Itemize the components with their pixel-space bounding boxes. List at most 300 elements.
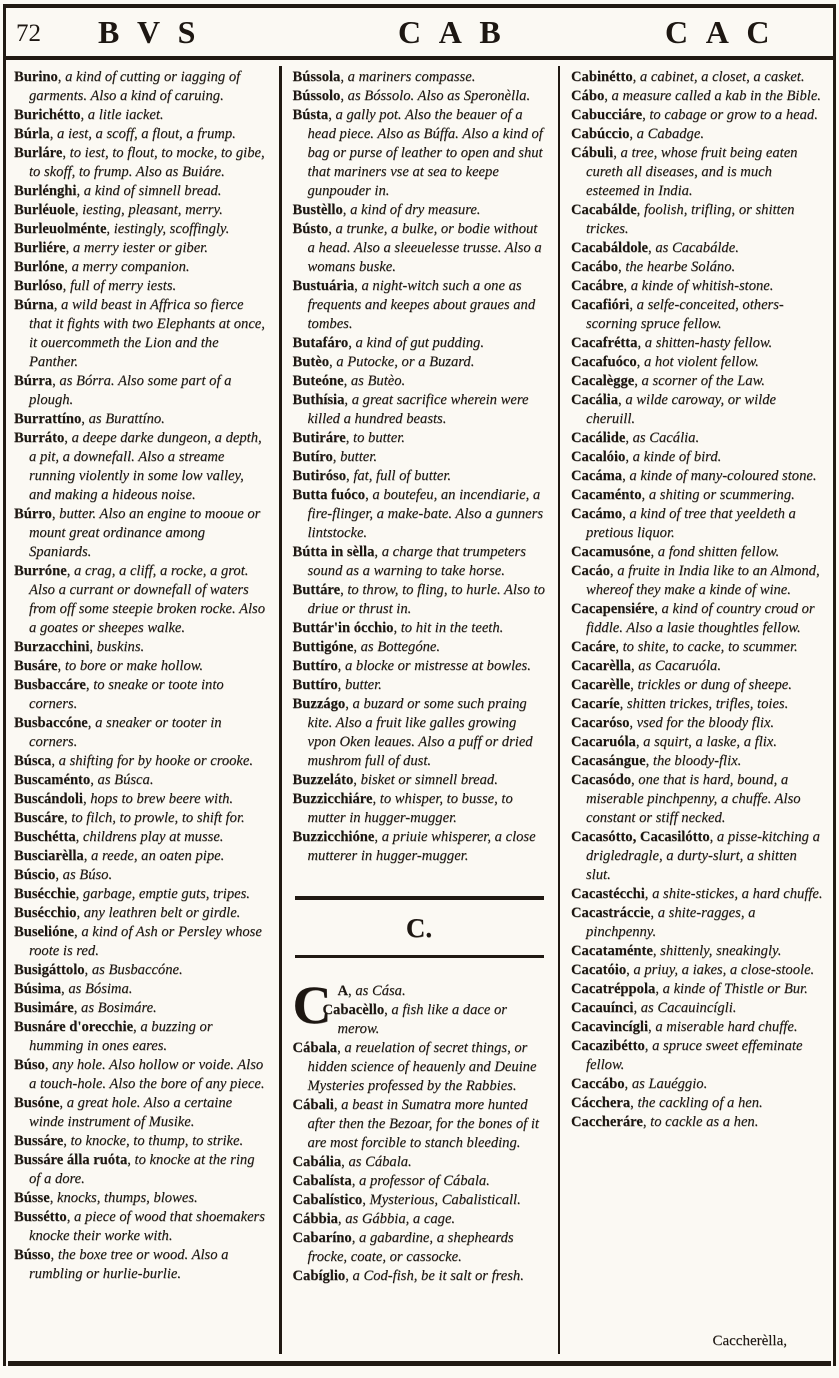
dictionary-entry: Cábbia, as Gábbia, a cage.	[292, 1211, 456, 1227]
headword: Busigáttolo	[14, 962, 85, 978]
dictionary-entry: Buttíro, a blocke or mistresse at bowles.	[292, 658, 531, 674]
headword: Busécchio	[14, 905, 77, 921]
dictionary-entry: Cacastráccie, a shite-ragges, a pinchpenny.	[571, 905, 756, 940]
dictionary-entry: Burléuole, iesting, pleasant, merry.	[14, 202, 223, 218]
dictionary-entry: Cabaríno, a gabardine, a shepheards frocke, coate, or cassocke.	[292, 1230, 514, 1265]
headword: Cacasángue	[571, 753, 646, 769]
definition: to iest, to flout, to mocke, to gibe, to skoff, to frump. Also as Buiáre.	[29, 145, 265, 180]
dictionary-entry: Caccheráre, to cackle as a hen.	[571, 1114, 759, 1130]
headword: Búrna	[14, 297, 54, 313]
headword: Cacalóio	[571, 449, 626, 465]
definition: a kind of country croud or fiddle. Also a lasie thoughtles fellow.	[586, 601, 815, 636]
definition: iesting, pleasant, merry.	[78, 202, 223, 218]
dictionary-entry: Cabucciáre, to cabage or grow to a head.	[571, 107, 818, 123]
definition: hops to brew beere with.	[86, 791, 234, 807]
headword: Cacaruóla	[571, 734, 636, 750]
headword: Bústa	[292, 107, 329, 123]
headword: Cacalègge	[571, 373, 635, 389]
definition: butter.	[336, 449, 377, 465]
dictionary-entry: Cábo, a measure called a kab in the Bible.	[571, 88, 821, 104]
dictionary-entry: Bústo, a trunke, a bulke, or bodie without a head. Also a sleeuelesse trusse. Also a womans buske.	[292, 221, 542, 275]
definition: a fish like a dace or merow.	[337, 1002, 507, 1037]
dictionary-entry: Cacastécchi, a shite-stickes, a hard chuffe.	[571, 886, 823, 902]
dictionary-entry: Cabalísta, a professor of Cábala.	[292, 1173, 490, 1189]
dictionary-entry: Cacapensiére, a kind of country croud or fiddle. Also a lasie thoughtles fellow.	[571, 601, 815, 636]
definition: a spruce sweet effeminate fellow.	[586, 1038, 803, 1073]
right-border-rule	[833, 4, 836, 1366]
dictionary-entry: Cacauínci, as Cacauincígli.	[571, 1000, 737, 1016]
dictionary-entry: Búso, any hole. Also hollow or voide. Also a touch-hole. Also the bore of any piece.	[14, 1057, 265, 1092]
dictionary-entry: Burlénghi, a kind of simnell bread.	[14, 183, 222, 199]
dictionary-entry: Cacália, a wilde caroway, or wilde cheruill.	[571, 392, 776, 427]
definition: a shite-ragges, a pinchpenny.	[586, 905, 756, 940]
headword: Caccábo	[571, 1076, 625, 1092]
dictionary-entry: Busécchie, garbage, emptie guts, tripes.	[14, 886, 250, 902]
column-divider-2	[558, 66, 561, 1354]
definition: a kind of dry measure.	[346, 202, 481, 218]
dictionary-entry: Cacáma, a kinde of many-coloured stone.	[571, 468, 817, 484]
definition: butter.	[341, 677, 382, 693]
definition: a iest, a scoff, a flout, a frump.	[53, 126, 236, 142]
headword: Buselióne	[14, 924, 75, 940]
definition: a shitten-hasty fellow.	[641, 335, 773, 351]
top-rule	[4, 4, 835, 8]
headword: Búrla	[14, 126, 50, 142]
dictionary-entry: Buselióne, a kind of Ash or Persley whose roote is red.	[14, 924, 262, 959]
definition: to knocke at the ring of a dore.	[29, 1152, 255, 1187]
headword: Cabucciáre	[571, 107, 643, 123]
dictionary-entry: Búsima, as Bósima.	[14, 981, 133, 997]
headword: Busbaccáre	[14, 677, 86, 693]
headword: Cacámo	[571, 506, 623, 522]
definition: a hot violent fellow.	[640, 354, 759, 370]
headword: Bússolo	[292, 88, 341, 104]
header-rule	[4, 56, 835, 60]
definition: to cackle as a hen.	[646, 1114, 759, 1130]
dictionary-entry: Buttíro, butter.	[292, 677, 382, 693]
definition: to shite, to cacke, to scummer.	[618, 639, 798, 655]
definition: a miserable hard chuffe.	[651, 1019, 798, 1035]
headword: Cacauínci	[571, 1000, 634, 1016]
left-border-rule	[3, 4, 6, 1366]
dropcap-letter: C	[292, 975, 332, 1035]
definition: a night-witch such a one as frequents and keepes about graues and tombes.	[307, 278, 536, 332]
definition: a gabardine, a shepheards frocke, coate, or cassocke.	[307, 1230, 514, 1265]
definition: as Búsca.	[93, 772, 154, 788]
headword: Cacapensiére	[571, 601, 655, 617]
headword: Cábuli	[571, 145, 614, 161]
definition: a pisse-kitching a drigledragle, a durty-slurt, a shitten slut.	[586, 829, 820, 883]
headword: Cacáre	[571, 639, 616, 655]
headword: Cacamusóne	[571, 544, 651, 560]
column-divider-1	[279, 66, 282, 1354]
headword: Burróne	[14, 563, 67, 579]
definition: full of merry iests.	[66, 278, 177, 294]
dictionary-entry: Cabíglio, a Cod-fish, be it salt or fresh.	[292, 1268, 524, 1284]
definition: a boutefeu, an incendiarie, a fire-flinger, a make-bate. Also a gunners lintstocke.	[307, 487, 543, 541]
headword: Buzzicchióne	[292, 829, 375, 845]
dictionary-entry: Burino, a kind of cutting or iagging of garments. Also a kind of caruing.	[14, 69, 241, 104]
headword: Bussáre álla ruóta	[14, 1152, 128, 1168]
dictionary-entry: Cacámo, a kind of tree that yeeldeth a pretious liquor.	[571, 506, 796, 541]
headword: Cacafuóco	[571, 354, 637, 370]
dictionary-entry: Cacavincígli, a miserable hard chuffe.	[571, 1019, 798, 1035]
headword: Burleuolménte	[14, 221, 107, 237]
definition: foolish, trifling, or shitten trickes.	[586, 202, 795, 237]
headword: Buttigóne	[292, 639, 354, 655]
dictionary-entry: Butíro, butter.	[292, 449, 377, 465]
dictionary-entry: Buthísia, a great sacrifice wherein were killed a hundred beasts.	[292, 392, 529, 427]
definition: a deepe darke dungeon, a depth, a pit, a downefall. Also a streame running violently in some low valley, and making a hideous noise.	[29, 430, 262, 503]
dictionary-entry: Búrra, as Bórra. Also some part of a plough.	[14, 373, 232, 408]
headword: Busciarèlla	[14, 848, 84, 864]
dictionary-entry: Cacábre, a kinde of whitish-stone.	[571, 278, 774, 294]
definition: a crag, a cliff, a rocke, a grot. Also a currant or downefall of waters from off some steepie broken rocke. Also a goates or sheepes walke.	[29, 563, 266, 636]
dictionary-entry: Butta fuóco, a boutefeu, an incendiarie, a fire-flinger, a make-bate. Also a gunners lintstocke.	[292, 487, 543, 541]
headword: Burino	[14, 69, 58, 85]
headword: Cacasótto, Cacasilótto	[571, 829, 710, 845]
definition: a measure called a kab in the Bible.	[607, 88, 821, 104]
definition: to bore or make hollow.	[61, 658, 204, 674]
dictionary-entry: Bússe, knocks, thumps, blowes.	[14, 1190, 198, 1206]
dictionary-entry: Butiráre, to butter.	[292, 430, 405, 446]
dictionary-entry: Cacaríe, shitten trickes, trifles, toies.	[571, 696, 789, 712]
headword: Cacastráccie	[571, 905, 651, 921]
dictionary-entry: Busóne, a great hole. Also a certaine winde instrument of Musike.	[14, 1095, 233, 1130]
headword: Buscándoli	[14, 791, 83, 807]
definition: childrens play at musse.	[79, 829, 224, 845]
definition: bisket or simnell bread.	[356, 772, 498, 788]
dictionary-entry: Cacafrétta, a shitten-hasty fellow.	[571, 335, 773, 351]
dictionary-entry: Bússo, the boxe tree or wood. Also a rumbling or hurlie-burlie.	[14, 1247, 229, 1282]
dictionary-entry: Buttáre, to throw, to fling, to hurle. Also to driue or thrust in.	[292, 582, 545, 617]
definition: a piece of wood that shoemakers knocke their worke with.	[29, 1209, 265, 1244]
dictionary-entry: Cabália, as Cábala.	[292, 1154, 412, 1170]
dictionary-entry: Burlóso, full of merry iests.	[14, 278, 177, 294]
dictionary-entry: Búsca, a shifting for by hooke or crooke.	[14, 753, 254, 769]
definition: a kinde of bird.	[628, 449, 722, 465]
section-rule	[295, 955, 544, 959]
dictionary-entry: Burichétto, a litle iacket.	[14, 107, 164, 123]
dictionary-entry: Cábuli, a tree, whose fruit being eaten cureth all diseases, and is much esteemed in India.	[571, 145, 798, 199]
headword: Cacarèlle	[571, 677, 631, 693]
definition: a professor of Cábala.	[355, 1173, 490, 1189]
headword: Cabalísta	[292, 1173, 352, 1189]
headword: Buzzicchiáre	[292, 791, 373, 807]
dictionary-entry: Bustèllo, a kind of dry measure.	[292, 202, 481, 218]
definition: the hearbe Soláno.	[621, 259, 736, 275]
column-1	[12, 66, 270, 1354]
headword: Bustèllo	[292, 202, 343, 218]
definition: a shiting or scummering.	[645, 487, 795, 503]
dictionary-entry: Busécchio, any leathren belt or girdle.	[14, 905, 241, 921]
dictionary-entry: Cacasódo, one that is hard, bound, a miserable pinchpenny, a chuffe. Also constant or stiff necked.	[571, 772, 801, 826]
definition: one that is hard, bound, a miserable pinchpenny, a chuffe. Also constant or stiff necked.	[586, 772, 801, 826]
dictionary-entry: Butafáro, a kind of gut pudding.	[292, 335, 484, 351]
headword: Butta fuóco	[292, 487, 366, 503]
headword: Bútta in sèlla	[292, 544, 375, 560]
dictionary-entry: Buzzágo, a buzard or some such praing kite. Also a fruit like galles growing vpon Oken leaues. Also a puff or dried mushrom full of dust.	[292, 696, 533, 769]
headword: Burrattíno	[14, 411, 82, 427]
headword: Busnáre d'orecchie	[14, 1019, 134, 1035]
definition: to filch, to prowle, to shift for.	[67, 810, 245, 826]
dictionary-entry: Buzzicchióne, a priuie whisperer, a close mutterer in hugger-mugger.	[292, 829, 536, 864]
headword: Cacaríe	[571, 696, 620, 712]
dictionary-entry: Cacabáldole, as Cacabálde.	[571, 240, 739, 256]
headword: Bússo	[14, 1247, 51, 1263]
dictionary-entry: Cacaménto, a shiting or scummering.	[571, 487, 795, 503]
definition: any leathren belt or girdle.	[80, 905, 241, 921]
definition: a fruite in India like to an Almond, whereof they make a kinde of wine.	[586, 563, 820, 598]
dictionary-entry: Burráto, a deepe darke dungeon, a depth, a pit, a downefall. Also a streame running violently in some low valley, and making a hideous noise.	[14, 430, 262, 503]
headword: Butèo	[292, 354, 329, 370]
definition: a merry companion.	[67, 259, 190, 275]
definition: fat, full of butter.	[349, 468, 452, 484]
definition: the boxe tree or wood. Also a rumbling or hurlie-burlie.	[29, 1247, 229, 1282]
headword: Cacábre	[571, 278, 624, 294]
dictionary-entry: Cacatóio, a priuy, a iakes, a close-stoole.	[571, 962, 815, 978]
headword: A	[337, 983, 349, 999]
definition: a priuie whisperer, a close mutterer in hugger-mugger.	[307, 829, 536, 864]
definition: a kinde of many-coloured stone.	[625, 468, 817, 484]
dictionary-entry: Bútta in sèlla, a charge that trumpeters sound as a warning to take horse.	[292, 544, 526, 579]
headword: Busécchie	[14, 886, 76, 902]
definition: a shifting for by hooke or crooke.	[54, 753, 254, 769]
headword: Butafáro	[292, 335, 349, 351]
headword: Cacabálde	[571, 202, 637, 218]
headword: Busbaccóne	[14, 715, 88, 731]
dictionary-entry: Bussáre, to knocke, to thump, to strike.	[14, 1133, 244, 1149]
headword: Cacataménte	[571, 943, 653, 959]
definition: as Cása.	[351, 983, 406, 999]
headword: Cacaróso	[571, 715, 630, 731]
headword: Burráto	[14, 430, 65, 446]
definition: a selfe-conceited, others-scorning spruce fellow.	[586, 297, 784, 332]
headword: Buscaménto	[14, 772, 91, 788]
dictionary-entry: Buttigóne, as Bottegóne.	[292, 639, 441, 655]
dictionary-entry: Bústa, a gally pot. Also the beauer of a head piece. Also as Búffa. Also a kind of bag or purse of leather to open and shut that mariners vse at sea to keepe gunpouder in.	[292, 107, 543, 199]
dictionary-entry: Bussáre álla ruóta, to knocke at the ring of a dore.	[14, 1152, 255, 1187]
headword: Cabália	[292, 1154, 342, 1170]
dictionary-entry: Cacafióri, a selfe-conceited, others-scorning spruce fellow.	[571, 297, 784, 332]
dictionary-entry: Busciarèlla, a reede, an oaten pipe.	[14, 848, 225, 864]
dictionary-entry: Cacabálde, foolish, trifling, or shitten trickes.	[571, 202, 795, 237]
headword: Burlóne	[14, 259, 65, 275]
headword: Cacália	[571, 392, 619, 408]
headword: Cacáo	[571, 563, 610, 579]
headword: Cacálide	[571, 430, 626, 446]
headword: Buttíro	[292, 677, 338, 693]
definition: as Cacaruóla.	[634, 658, 721, 674]
dictionary-entry: Buzzeláto, bisket or simnell bread.	[292, 772, 498, 788]
page-number: 72	[16, 20, 41, 47]
headword: Bustuária	[292, 278, 355, 294]
headword: Cacáma	[571, 468, 623, 484]
headword: Bústo	[292, 221, 329, 237]
definition: a shite-stickes, a hard chuffe.	[648, 886, 823, 902]
dictionary-entry: Cabinétto, a cabinet, a closet, a casket.	[571, 69, 805, 85]
dictionary-entry: Buschétta, childrens play at musse.	[14, 829, 224, 845]
definition: a gally pot. Also the beauer of a head piece. Also as Búffa. Also a kind of bag or purse of leather to open and shut that mariners vse at sea to keepe gunpouder in.	[307, 107, 543, 199]
dictionary-entry: Burlóne, a merry companion.	[14, 259, 190, 275]
headword: Cácchera	[571, 1095, 631, 1111]
definition: to cabage or grow to a head.	[645, 107, 818, 123]
text-columns	[12, 66, 827, 1354]
dictionary-entry: Buscaménto, as Búsca.	[14, 772, 154, 788]
section-divider	[293, 896, 546, 958]
headword: Burichétto	[14, 107, 81, 123]
dictionary-entry: Búrro, butter. Also an engine to mooue or mount great ordinance among Spaniards.	[14, 506, 261, 560]
definition: as Bóssolo. Also as Speronèlla.	[344, 88, 531, 104]
definition: a wilde caroway, or wilde cheruill.	[586, 392, 776, 427]
dictionary-entry: Cacazibétto, a spruce sweet effeminate fellow.	[571, 1038, 803, 1073]
definition: a scorner of the Law.	[637, 373, 765, 389]
dictionary-entry: Burliére, a merry iester or giber.	[14, 240, 208, 256]
headword: Buttíro	[292, 658, 338, 674]
dictionary-entry: Cácchera, the cackling of a hen.	[571, 1095, 763, 1111]
dictionary-entry: Busbaccóne, a sneaker or tooter in corners.	[14, 715, 222, 750]
dictionary-entry: Búscio, as Búso.	[14, 867, 113, 883]
headword: Búso	[14, 1057, 45, 1073]
definition: a great hole. Also a certaine winde instrument of Musike.	[29, 1095, 233, 1130]
headword: Buzzeláto	[292, 772, 354, 788]
definition: as Búso.	[59, 867, 113, 883]
dictionary-entry: Burróne, a crag, a cliff, a rocke, a grot. Also a currant or downefall of waters from off some steepie broken rocke. Also a goates or sheepes walke.	[14, 563, 266, 636]
headword: Cabinétto	[571, 69, 633, 85]
guide-letters-left: BVS	[98, 14, 214, 50]
dictionary-entry: Busigáttolo, as Busbaccóne.	[14, 962, 183, 978]
definition: the bloody-flix.	[649, 753, 742, 769]
definition: vsed for the bloody flix.	[633, 715, 775, 731]
headword: Cábali	[292, 1097, 334, 1113]
guide-letters-center: CAB	[398, 14, 519, 50]
headword: Cacatóio	[571, 962, 627, 978]
definition: a litle iacket.	[84, 107, 164, 123]
dictionary-entry: Búrla, a iest, a scoff, a flout, a frump.	[14, 126, 236, 142]
definition: a blocke or mistresse at bowles.	[341, 658, 531, 674]
dictionary-entry: Buzzicchiáre, to whisper, to busse, to mutter in hugger-mugger.	[292, 791, 513, 826]
dictionary-entry: Cacábo, the hearbe Soláno.	[571, 259, 736, 275]
definition: shittenly, sneakingly.	[656, 943, 782, 959]
headword: Cabalístico	[292, 1192, 363, 1208]
dictionary-entry: Butiróso, fat, full of butter.	[292, 468, 452, 484]
dictionary-entry: Busimáre, as Bosimáre.	[14, 1000, 157, 1016]
definition: as Cacauincígli.	[637, 1000, 737, 1016]
column-2	[291, 66, 549, 1354]
dropcap-block	[292, 975, 546, 1039]
dictionary-entry: Buscáre, to filch, to prowle, to shift for.	[14, 810, 245, 826]
headword: Cacatréppola	[571, 981, 656, 997]
headword: Cacavincígli	[571, 1019, 649, 1035]
definition: a kinde of whitish-stone.	[627, 278, 774, 294]
dictionary-entry: Busnáre d'orecchie, a buzzing or humming in ones eares.	[14, 1019, 213, 1054]
headword: Cacafrétta	[571, 335, 638, 351]
dictionary-entry: Cacafuóco, a hot violent fellow.	[571, 354, 759, 370]
dictionary-entry: Bustuária, a night-witch such a one as frequents and keepes about graues and tombes.	[292, 278, 536, 332]
headword: Burlóso	[14, 278, 63, 294]
definition: as Cacália.	[628, 430, 700, 446]
definition: a beast in Sumatra more hunted after then the Bezoar, for the bones of it are most forcible to stanch bleeding.	[307, 1097, 539, 1151]
dictionary-entry: Bússolo, as Bóssolo. Also as Speronèlla.	[292, 88, 531, 104]
definition: a tree, whose fruit being eaten cureth all diseases, and is much esteemed in India.	[586, 145, 798, 199]
headword: Cacarèlla	[571, 658, 631, 674]
headword: Cabúccio	[571, 126, 630, 142]
headword: Buthísia	[292, 392, 345, 408]
headword: Busóne	[14, 1095, 60, 1111]
dictionary-entry: Cacáo, a fruite in India like to an Almond, whereof they make a kinde of wine.	[571, 563, 820, 598]
definition: to knocke, to thump, to strike.	[66, 1133, 244, 1149]
definition: as Butèo.	[347, 373, 406, 389]
dictionary-entry: Cabacèllo, a fish like a dace or merow.	[322, 1002, 507, 1037]
headword: Burliére	[14, 240, 66, 256]
headword: Buzzágo	[292, 696, 346, 712]
definition: the cackling of a hen.	[633, 1095, 763, 1111]
headword: Bussétto	[14, 1209, 67, 1225]
headword: Cacabáldole	[571, 240, 649, 256]
dictionary-entry: Cabalístico, Mysterious, Cabalisticall.	[292, 1192, 521, 1208]
dictionary-entry: Cacarèlle, trickles or dung of sheepe.	[571, 677, 792, 693]
definition: as Cacabálde.	[651, 240, 739, 256]
headword: Búscio	[14, 867, 56, 883]
dictionary-entry: Cacamusóne, a fond shitten fellow.	[571, 544, 780, 560]
definition: to sneake or toote into corners.	[29, 677, 224, 712]
headword: Cacábo	[571, 259, 619, 275]
column-3	[569, 66, 827, 1354]
definition: a cabinet, a closet, a casket.	[636, 69, 805, 85]
definition: as Busbaccóne.	[88, 962, 183, 978]
headword: Búrro	[14, 506, 52, 522]
headword: Buteóne	[292, 373, 344, 389]
definition: a squirt, a laske, a flix.	[639, 734, 777, 750]
headword: Burlénghi	[14, 183, 77, 199]
definition: as Cábala.	[344, 1154, 412, 1170]
headword: Cábala	[292, 1040, 338, 1056]
dictionary-entry: Buttár'in ócchio, to hit in the teeth.	[292, 620, 504, 636]
definition: a mariners compasse.	[344, 69, 476, 85]
headword: Cabacèllo	[322, 1002, 385, 1018]
headword: Cacasódo	[571, 772, 631, 788]
definition: a kind of simnell bread.	[80, 183, 222, 199]
definition: a Cabadge.	[633, 126, 704, 142]
definition: knocks, thumps, blowes.	[53, 1190, 198, 1206]
dictionary-entry: Butèo, a Putocke, or a Buzard.	[292, 354, 475, 370]
dictionary-entry: Cacataménte, shittenly, sneakingly.	[571, 943, 782, 959]
dictionary-entry: Bussétto, a piece of wood that shoemakers knocke their worke with.	[14, 1209, 265, 1244]
definition: trickles or dung of sheepe.	[633, 677, 792, 693]
dictionary-entry: Bússola, a mariners compasse.	[292, 69, 476, 85]
headword: Cacazibétto	[571, 1038, 645, 1054]
dictionary-entry: Buteóne, as Butèo.	[292, 373, 406, 389]
dictionary-entry: Cacasángue, the bloody-flix.	[571, 753, 742, 769]
definition: as Bórra. Also some part of a plough.	[29, 373, 232, 408]
definition: as Burattíno.	[84, 411, 165, 427]
headword: Buttár'in ócchio	[292, 620, 394, 636]
definition: a kind of gut pudding.	[351, 335, 484, 351]
definition: a great sacrifice wherein were killed a hundred beasts.	[307, 392, 529, 427]
headword: Burzacchini	[14, 639, 90, 655]
definition: as Lauéggio.	[628, 1076, 708, 1092]
definition: a kind of cutting or iagging of garments. Also a kind of caruing.	[29, 69, 241, 104]
dictionary-entry: Buscándoli, hops to brew beere with.	[14, 791, 234, 807]
definition: a wild beast in Affrica so fierce that it fights with two Elephants at once, it ouercommeth the Lion and the Panther.	[29, 297, 265, 370]
dictionary-entry: Busbaccáre, to sneake or toote into corners.	[14, 677, 224, 712]
dictionary-entry: Caccábo, as Lauéggio.	[571, 1076, 708, 1092]
dictionary-entry: Cábali, a beast in Sumatra more hunted after then the Bezoar, for the bones of it are most forcible to stanch bleeding.	[292, 1097, 539, 1151]
dictionary-entry: Cabúccio, a Cabadge.	[571, 126, 704, 142]
definition: a trunke, a bulke, or bodie without a head. Also a sleeuelesse trusse. Also a womans buske.	[307, 221, 542, 275]
headword: Butíro	[292, 449, 333, 465]
bottom-rule	[8, 1361, 831, 1366]
